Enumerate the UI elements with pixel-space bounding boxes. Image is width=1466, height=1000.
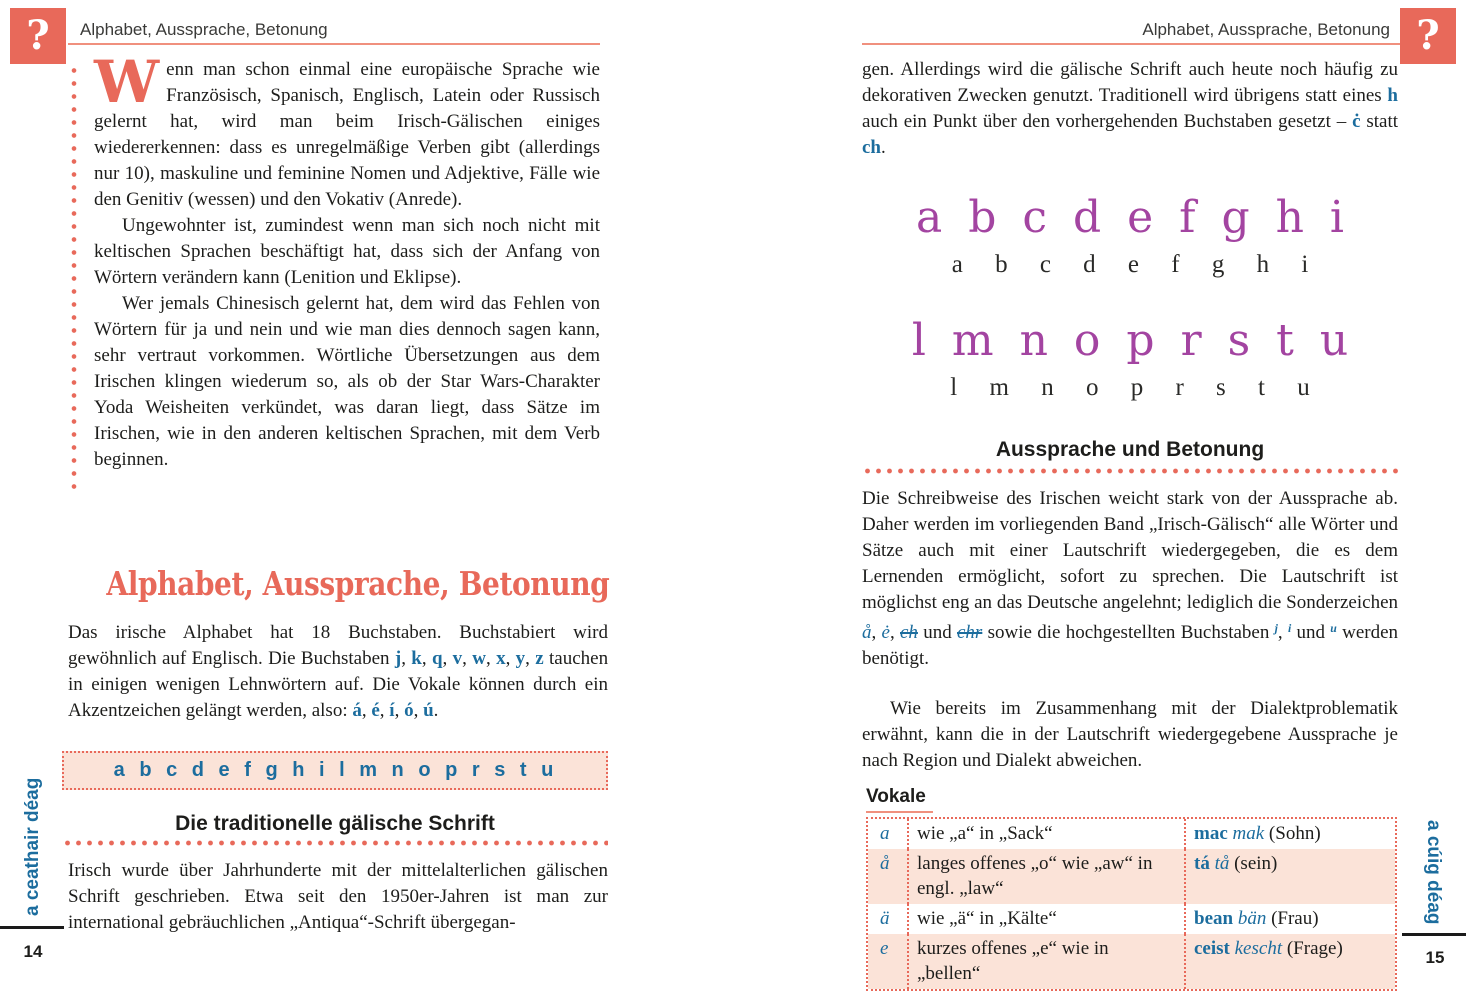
intro-paragraph-2: Ungewohnter ist, zumindest wenn man sich noch nicht mit keltischen Sprachen beschäftigt hat, dass sich der Anfang von Wörtern verändern kann (Lenition und Eklipse). <box>94 215 600 288</box>
phonetic-letter: e <box>880 938 889 959</box>
table-row <box>868 849 1395 904</box>
gaelic-script-row-2: l m n o p r s t u <box>911 315 1349 366</box>
intro-paragraph-1: Wenn man schon einmal eine europäische Sprache wie Französisch, Spanisch, Englisch, Latein oder Russisch gelernt hat, wird man beim Irisch-Gälischen einiges wiedererkennen: dass es unregelmäßige Verben gibt (allerdings nur 10), maskuline und feminine Nomen und Adjektive, Fälle wie den Genitiv (wessen) und den Vokativ (Anrede). <box>94 48 600 210</box>
intro-paragraph-3: Wer jemals Chinesisch gelernt hat, dem wird das Fehlen von Wörtern für ja und nein und wie man dies dennoch sagen kann, sehr vertraut vorkommen. Wörtliche Übersetzungen aus dem Irischen klingen wiederum so, als ob der Star Wars-Charakter Yoda Weisheiten verkündet, was daran liegt, dass Sätze im Irischen, wie in den anderen keltischen Sprachen, mit dem Verb beginnen. <box>94 293 600 470</box>
latin-row-1: a b c d e f g h i <box>951 251 1309 278</box>
dotted-rule-under-heading-left <box>62 840 608 846</box>
question-mark-badge-left <box>10 8 66 64</box>
header-rule-left <box>68 43 600 45</box>
dotted-margin-rule <box>71 64 77 492</box>
vowel-pronunciation-table <box>866 817 1397 991</box>
vowels-label-underline <box>866 811 933 813</box>
dialect-paragraph: Wie bereits im Zusammenhang mit der Dialektproblematik erwähnt, kann die in der Lautschrift wiedergegebene Aussprache je nach Region und Dialekt abweichen. <box>862 698 1398 771</box>
gaelic-alphabet-specimen <box>862 192 1398 401</box>
pronunciation-description: kurzes offenes „e“ wie in „bellen“ <box>907 934 1184 989</box>
question-mark-icon: ? <box>26 12 50 59</box>
pronunciation-description: wie „ä“ in „Kälte“ <box>907 904 1184 934</box>
table-row <box>868 819 1395 849</box>
pronunciation-description: wie „a“ in „Sack“ <box>907 819 1184 849</box>
margin-page-word-right: a cúig déag <box>1423 820 1444 925</box>
chapter-title: Alphabet, Aussprache, Betonung <box>106 564 610 603</box>
latin-row-2: l m n o p r s t u <box>950 374 1310 401</box>
phonetic-letter: ä <box>880 908 890 929</box>
folio-rule-left <box>0 926 64 929</box>
running-header-right: Alphabet, Aussprache, Betonung <box>1142 20 1390 39</box>
vowels-label: Vokale <box>866 786 926 807</box>
alphabet-box <box>62 751 608 790</box>
section-heading-pronunciation: Aussprache und Betonung <box>995 438 1265 461</box>
page-number-right: 15 <box>1425 948 1445 967</box>
pronunciation-description: langes offenes „o“ wie „aw“ in engl. „law“ <box>907 849 1184 904</box>
gaelic-history-paragraph: Irisch wurde über Jahrhunderte mit der mittelalterlichen gälischen Schrift geschrieben. Etwa seit den 1950er-Jahren ist man zur international gebräuchlichen „Antiqua“-Schrift übergegan- <box>68 860 608 933</box>
example-word: tá tå (sein) <box>1184 849 1395 904</box>
example-word: bean bän (Frau) <box>1184 904 1395 934</box>
example-word: mac mak (Sohn) <box>1184 819 1395 849</box>
folio-rule-right <box>1402 933 1466 936</box>
dotted-rule-under-heading-right <box>862 468 1398 474</box>
header-rule-right <box>862 43 1400 45</box>
section-heading-gaelic-script: Die traditionelle gälische Schrift <box>175 812 495 835</box>
phonetic-letter: a <box>880 823 890 844</box>
example-word: ceist kescht (Frage) <box>1184 934 1395 989</box>
question-mark-icon: ? <box>1416 12 1440 59</box>
phonetics-paragraph: Die Schreibweise des Irischen weicht stark von der Aussprache ab. Daher werden im vorliegenden Band „Irisch-Gälisch“ alle Wörter und Sätze auch mit einer Lautschrift wiedergegeben, die es dem Lernenden ermöglicht, sofort zu sprechen. Die Lautschrift ist möglichst eng an das Deutsche angelehnt; lediglich die Sonderzeichen å, ė, ch und chr sowie die hochgestellten Buchstaben $^j$, $^i$ und $^u$ werden benötigt. <box>862 488 1399 669</box>
phonetic-letter: å <box>880 853 890 874</box>
table-row <box>868 934 1395 989</box>
margin-page-word-left: a ceathair déag <box>22 777 43 916</box>
alphabet-letters: a b c d e f g h i l m n o p r s t u <box>113 759 557 781</box>
gaelic-history-continued-paragraph: gen. Allerdings wird die gälische Schrift auch heute noch häufig zu dekorativen Zwecken genutzt. Traditionell wird übrigens statt eines h auch ein Punkt über den vorhergehenden Buchstaben gesetzt – ċ statt ch. <box>862 59 1398 158</box>
intro-text-block <box>94 48 600 473</box>
gaelic-script-row-1: a b c d e f g h i <box>916 192 1344 243</box>
question-mark-badge-right <box>1400 8 1456 64</box>
dropcap: W <box>94 48 160 116</box>
page-number-left: 14 <box>23 942 43 961</box>
running-header-left: Alphabet, Aussprache, Betonung <box>80 20 328 39</box>
table-row <box>868 904 1395 934</box>
alphabet-paragraph: Das irische Alphabet hat 18 Buchstaben. Buchstabiert wird gewöhnlich auf Englisch. Die Buchstaben j, k, q, v, w, x, y, z tauchen in einigen wenigen Lehnwörtern auf. Die Vokale können durch ein Akzentzeichen gelängt werden, also: á, é, í, ó, ú. <box>68 622 609 721</box>
